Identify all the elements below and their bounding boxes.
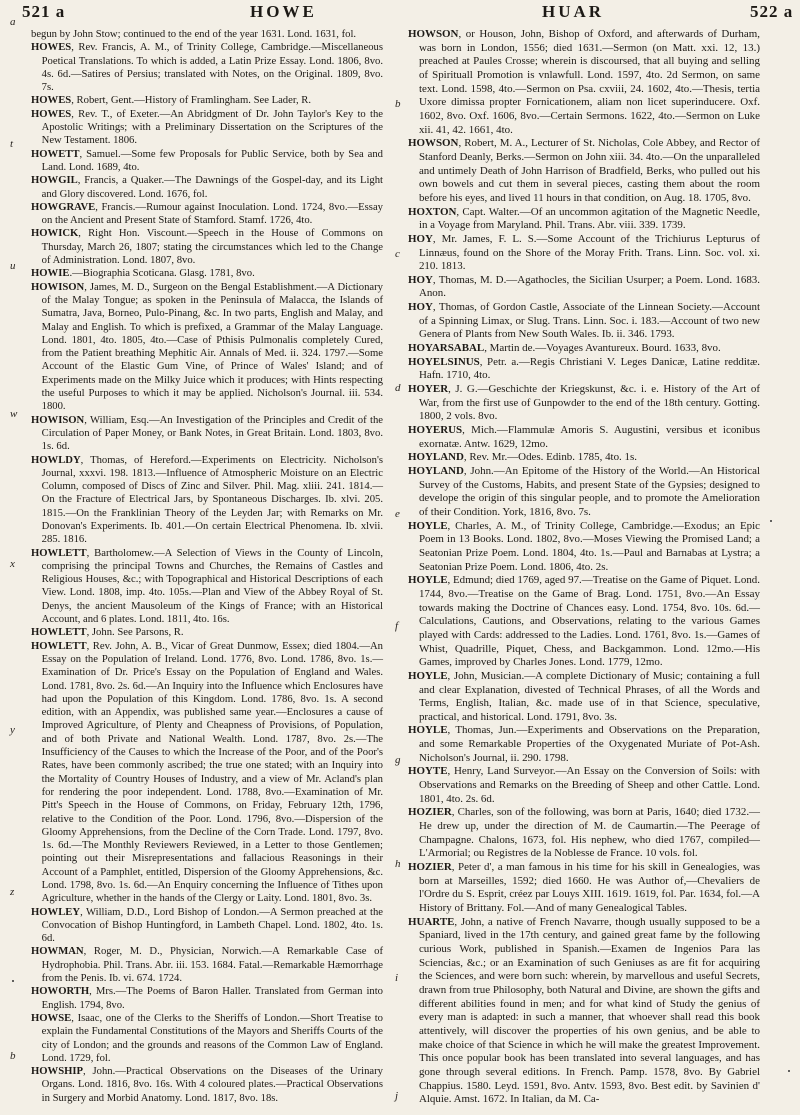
entry-headword: HOYLAND [408,451,464,464]
bibliography-entry: HOYTE, Henry, Land Surveyor.—An Essay on the Conversion of Soils: with Observations and Remarks on the Breeding of Sheep and other Cattle. Lond. 1801, 4to. 2s. 6d. [408,765,760,805]
bibliography-entry: HOYER, J. G.—Geschichte der Kriegskunst, &c. i. e. History of the Art of War, from the first use of Gunpowder to the end of the 18th century. Gotting. 1800, 2 vols. 8vo. [408,383,760,423]
entry-headword: HOYER [408,383,449,396]
entry-headword: HOWIE [31,268,70,280]
entry-headword: HOYLE [408,574,448,587]
paper-speck [770,520,772,522]
entry-headword: HOYERUS [408,424,463,437]
entry-headword: HOWLETT [31,627,87,639]
entry-headword: HOZIER [408,861,452,874]
margin-letter: g [395,754,401,766]
entry-headword: HOWES [31,95,72,107]
entry-headword: HOYLE [408,724,448,737]
bibliography-entry: HOWLEY, William, D.D., Lord Bishop of London.—A Sermon preached at the Convocation of Bishop Huntingford, in Lambeth Chapel. Lond. 1802, 4to. 1s. 6d. [31,906,383,945]
bibliography-entry: HOWSON, or Houson, John, Bishop of Oxford, and afterwards of Durham, was born in London, 1556; died 1631.—Sermon (on Matt. xxi. 12, 13.) preached at Paules Crosse; wherein is discoursed, that all buying and selling of Spirituall Promotion is vnlawfull. Lond. 1597, 4to. 2d Sermon, on same text. Lond. 1598, 4to.—Sermon on Psa. cxviii, 24. 1602, 4to.—Thesis, tertia Uxore dimissa propter Fornicationem, aliam non licet superinducere. Oxf. 1602, 8vo. Oxf. 1606, 8vo.—Certain Sermons. 1622, 4to.—Sermon on Luke xii. 41, 42. 1661, 4to. [408,28,760,136]
bibliography-entry: HOWICK, Right Hon. Viscount.—Speech in the House of Commons on Thursday, March 26, 1807; stating the circumstances which led to the Change of Administration. Lond. 1807, 8vo. [31,228,383,267]
bibliography-entry: HOWLETT, Rev. John, A. B., Vicar of Great Dunmow, Essex; died 1804.—An Essay on the Population of Ireland. Lond. 1776, 8vo. Lond. 1786, 8vo. 1s.—Examination of Dr. Price's Essay on the Population of England and Wales. Lond. 1781, 8vo. 2s. 6d.—An Inquiry into the Influence which Enclosures have had upon the Population of this Kingdom. Lond. 1786, 8vo. 1s. A second edition, with an Appendix, was published same year.—Enclosures a cause of Improved Agriculture, of Plenty and Cheapness of Provisions, of Population, and of both Private and National Wealth. Lond. 1787, 8vo. 2s.—The Insufficiency of the Causes to which the Increase of the Poor, and of the Poor's Rates, have been commonly ascribed; the true one stated; with an Inquiry into the Mortality of Country Houses of Industry, and a view of Mr. Acland's plan for rendering the poor independent. Lond. 1788, 8vo.—Examination of Mr. Pitt's Speech in the House of Commons, on Friday, February 12th, 1796, relative to the Condition of the Poor. Lond. 1796, 8vo.—Dispersion of the Gloomy Apprehensions, from the Decline of the Corn Trade. Lond. 1797, 8vo. 1s. 6d.—The Monthly Reviewers Reviewed, in a Letter to those Gentlemen; pointing out their Misrepresentations and fallacious Reasonings in their Account of a Pamphlet, entitled, Dispersion of the Gloomy Apprehensions, &c. Lond. 1798, 8vo. 1s. 6d.—An Enquiry concerning the Influence of Tithes upon Agriculture, whether in the hands of the Clergy or Laity. Lond. 1801, 8vo. 3s. [31,640,383,905]
entry-headword: HOXTON [408,205,457,218]
bibliography-entry: HOWSON, Robert, M. A., Lecturer of St. Nicholas, Cole Abbey, and Rector of Stanford Deanly, Berks.—Sermon on John xiii. 34. 4to.—On the unparalleled and untimely Death of John Harrison of Bradfield, Berks, who pulled out his own bowels and cut them in several pieces, casting them about the room before his eyes, and lived 11 hours in that condition, on Aug. 18. 1705, 8vo. [408,137,760,204]
entry-headword: HOYLE [408,519,448,532]
bibliography-entry: HOYARSABAL, Martin de.—Voyages Avantureux. Bourd. 1633, 8vo. [408,342,721,355]
entry-headword: HOWLETT [31,547,87,559]
entry-headword: HOWLETT [31,640,87,652]
paper-speck [12,980,14,982]
entry-headword: HOWSE [31,1012,72,1024]
bibliography-entry: HOWISON, James, M. D., Surgeon on the Bengal Establishment.—A Dictionary of the Malay Tongue; as spoken in the Peninsula of Malacca, the Islands of Sumatra, Java, Borneo, Pulo-Pinang, &c. In two parts, English and Malay, and Malay and English. To which is prefixed, a Grammar of the Malay Language. Lond. 1801, 4to. 1805, 4to.—Case of Pthisis Pulmonalis completely Cured, from the Patient breathing Mephitic Air. Annals of Med. ii. 324. 1797.—Some Account of the Elastic Gum Vine, of Prince of Wales' Island; and of Experiments made on the Milky Juice which it produces; with Hints respecting the useful Purposes to which it may be applied. Nicholson's Journal. iii. 534. 1800. [31,281,383,413]
left-column [31,28,383,1105]
bibliography-entry: HOWES, Rev. Francis, A. M., of Trinity College, Cambridge.—Miscellaneous Poetical Translations. To which is added, a Latin Prize Essay. Lond. 1806, 8vo. 4s. 6d.—Satires of Persius; translated with Notes, on the Original. 1809, 8vo. 7s. [31,42,383,94]
bibliography-entry: HOYLE, Edmund; died 1769, aged 97.—Treatise on the Game of Piquet. Lond. 1744, 8vo.—Treatise on the Game of Brag. Lond. 1751, 8vo.—An Essay towards making the Doctrine of Chances easy. Lond. 1754, 8vo. 10s. 6d.—Calculations, Cautions, and Observations, relating to the various Games played with Cards: addressed to the Ladies. Lond. 1761, 8vo. 1s.—Games of Whist, Quadrille, Piquet, Chess, and Backgammon. Lond. 12mo.—His Games, improved by Charles Jones. Lond. 1779, 12mo. [408,574,760,669]
bibliography-entry: HOYLE, Thomas, Jun.—Experiments and Observations on the Preparation, and some Remarkable Properties of the Oxygenated Muriate of Pot-Ash. Nicholson's Journal, ii. 290. 1798. [408,724,760,764]
entry-headword: HOYLE [408,669,448,682]
margin-letter: c [395,248,400,260]
entry-headword: HUARTE [408,915,455,928]
entry-headword: HOWLEY [31,906,81,918]
left-page-number: 521 a [22,2,66,21]
margin-letter: w [10,408,18,420]
bibliography-entry: HOXTON, Capt. Walter.—Of an uncommon agitation of the Magnetic Needle, in a Voyage from Maryland. Phil. Trans. Abr. viii. 339. 1739. [408,205,760,232]
entry-headword: HOWMAN [31,946,84,958]
right-running-head: HUAR [542,2,605,21]
bibliography-entry: HOZIER, Charles, son of the following, was born at Paris, 1640; died 1732.—He drew up, under the direction of M. de Caumartin.—The Peerage of Champagne. Chalons, 1673, fol. His nephew, who died 1767, compiled—L'Armorial; ou Registres de la Noblesse de France. 10 vols. fol. [408,806,760,860]
bibliography-entry: HOWLDY, Thomas, of Hereford.—Experiments on Electricity. Nicholson's Journal, xxxvi. 198. 1813.—Influence of Atmospheric Moisture on an Electric Column, composed of Discs of Zinc and Silver. Phil. Mag. xliii. 241. 1814.—On the Fracture of Electrical Jars, by Spontaneous Discharges. Ib. xlvi. 205. 1815.—On the Franklinian Theory of the Leyden Jar; with Remarks on Mr. Donovan's Experiments. Ib. 401.—On certain Electrical Phenomena. Ib. xlvii. 285. 1816. [31,454,383,546]
bibliography-entry: HOYERUS, Mich.—Flammulæ Amoris S. Augustini, versibus et iconibus exornatæ. Antw. 1629, 12mo. [408,424,760,450]
margin-letter: x [10,558,15,570]
bibliography-entry: HOWSE, Isaac, one of the Clerks to the Sheriffs of London.—Short Treatise to explain the Fundamental Constitutions of the Mayors and Sheriffs Courts of the city of London; and the grounds and reasons of the Common Law of England. Lond. 1729, fol. [31,1012,383,1064]
margin-letter: e [395,508,400,520]
entry-headword: HOWLDY [31,454,81,466]
entry-headword: HOY [408,301,433,314]
entry-headword: HOYLAND [408,465,464,477]
bibliography-entry: HOWES, Robert, Gent.—History of Framlingham. See Lader, R. [31,95,312,107]
margin-letter: y [10,724,15,736]
margin-letter: f [395,620,399,632]
paper-speck [788,1070,790,1072]
bibliography-entry: HOYLAND, Rev. Mr.—Odes. Edinb. 1785, 4to. 1s. [408,451,637,464]
bibliography-entry: begun by John Stow; continued to the end of the year 1631. Lond. 1631, fol. [31,29,357,40]
entry-headword: HOWORTH [31,986,90,998]
right-column [408,28,760,1107]
margin-letter: b [395,98,401,110]
bibliography-entry: HOWIE.—Biographia Scoticana. Glasg. 1781, 8vo. [31,268,255,280]
margin-letter: t [10,138,14,150]
bibliography-entry: HOYLE, John, Musician.—A complete Dictionary of Music; containing a full and clear Explanation, divested of Technical Phrases, of all the Words and Terms, English, Italian, &c. made use of in that Science, speculative, practical, and historical. Lond. 1791, 8vo. 3s. [408,669,760,723]
entry-headword: HOY [408,273,433,286]
bibliography-entry: HOZIER, Peter d', a man famous in his time for his skill in Genealogies, was born at Marseilles, 1592; died 1660. He was Author of,—Chevaliers de l'Ordre du S. Esprit, créez par Louys XIII. 1619. 1619, fol. Par. 1634, fol.—A History of Brittany. Fol.—And of many Genealogical Tables. [408,861,760,914]
entry-headword: HOWSON [408,28,459,40]
entry-headword: HOWISON [31,414,85,426]
bibliography-entry: HOWMAN, Roger, M. D., Physician, Norwich.—A Remarkable Case of Hydrophobia. Phil. Trans. Abr. iii. 153. 1684. Fatal.—Remarkable Hæmorrhage from the Penis. Ib. vi. 674. 1724. [31,946,383,985]
margin-letter: a [10,16,16,28]
entry-headword: HOZIER [408,806,452,819]
bibliography-entry: HOWES, Rev. T., of Exeter.—An Abridgment of Dr. John Taylor's Key to the Apostolic Writings; with a Preliminary Dissertation on the Scriptures of the New Testament. 1806. [31,108,383,147]
bibliography-entry: HUARTE, John, a native of French Navarre, though usually supposed to be a Spaniard, lived in the 17th century, and gained great fame by the following curious Work, published in Spanish.—Examen de Ingenios Para las Sciencias, &c.; or an Examination of such Geniuses as are fit for acquiring the Sciences, and were born such: wherein, by marvellous and useful Secrets, drawn from true Philosophy, both Natural and Divine, are shown the gifts and different abilities found in men; and for what kind of Study the genius of every man is adapted: in such a manner, that whoever shall read this book attentively, will discover the properties of his own genius, and be able to make choice of that Science in which he will make the greatest Improvement. This once popular book has been translated into several languages, and has gone through several editions. In French. Pamp. 1578, 8vo. By Gabriel Chappius. 1580. Leyd. 1591, 8vo. Antv. 1593, 8vo. Best edit. by Savinien d' Alquie. Amst. 1672. In Italian, da M. Ca- [408,915,760,1106]
bibliography-entry: HOWISON, William, Esq.—An Investigation of the Principles and Credit of the Circulation of Paper Money, or Bank Notes, in Great Britain. Lond. 1803, 8vo. 1s. 6d. [31,414,383,453]
bibliography-entry: HOYELSINUS, Petr. a.—Regis Christiani V. Leges Danicæ, Latine redditæ. Hafn. 1710, 4to. [408,355,760,382]
entry-headword: HOWES [31,42,72,54]
margin-letter: b [10,1050,16,1062]
entry-headword: HOWISON [31,281,85,293]
entry-headword: HOY [408,232,433,245]
margin-letter: h [395,858,401,870]
bibliography-entry: HOY, Thomas, M. D.—Agathocles, the Sicilian Usurper; a Poem. Lond. 1683. Anon. [408,273,760,300]
entry-headword: HOWSHIP [31,1066,84,1078]
bibliography-entry: HOYLAND, John.—An Epitome of the History of the World.—An Historical Survey of the Customs, Habits, and present State of the Gypsies; designed to develope the origin of this singular people, and to promote the Amelioration of their Condition. York, 1816, 8vo. 7s. [408,465,760,518]
entry-headword: HOWES [31,108,72,120]
entry-headword: HOYTE [408,765,448,778]
bibliography-entry: HOY, Mr. James, F. L. S.—Some Account of the Trichiurus Lepturus of Linnæus, found on the Shore of the Moray Frith. Trans. Linn. Soc. vol. xi. 210. 1813. [408,232,760,273]
entry-headword: HOWETT [31,148,80,160]
entry-headword: HOWGIL [31,175,78,187]
bibliography-entry: HOYLE, Charles, A. M., of Trinity College, Cambridge.—Exodus; an Epic Poem in 13 Books. Lond. 1802, 8vo.—Moses Viewing the Promised Land; a Seatonian Prize Poem. Lond. 1804, 4to. 1s.—Paul and Barnabas at Lystra; a Seatonian Prize Poem. Lond. 1806, 4to. 2s. [408,519,760,573]
bibliography-entry: HOWETT, Samuel.—Some few Proposals for Public Service, both by Sea and Land. Lond. 1689, 4to. [31,148,383,173]
bibliography-entry: HOWLETT, John. See Parsons, R. [31,627,184,639]
margin-letter: u [10,260,16,272]
margin-letter: j [395,1090,399,1102]
bibliography-entry: HOWORTH, Mrs.—The Poems of Baron Haller. Translated from German into English. 1794, 8vo. [31,986,383,1011]
margin-letter: z [10,886,15,898]
bibliography-entry: HOWLETT, Bartholomew.—A Selection of Views in the County of Lincoln, comprising the principal Towns and Churches, the Remains of Castles and Religious Houses, &c.; with Topographical and Historical Descriptions of each View. Lond. 1808, imp. 4to. 105s.—Plan and View of the Abbey Royal of St. Denys, the ancient Mausoleum of the Kings of France; with an Historical Account, and 6 plates. Lond. 1811, 4to. 16s. [31,547,383,626]
entry-headword: HOWGRAVE [31,201,96,213]
right-page-number: 522 a [750,2,794,21]
entry-headword: HOYELSINUS [408,355,480,368]
entry-headword: HOWSON [408,137,459,150]
margin-letter: d [395,382,401,394]
bibliography-entry: HOY, Thomas, of Gordon Castle, Associate of the Linnean Society.—Account of a Spinning Limax, or Slug. Trans. Linn. Soc. i. 183.—Account of two new Genera of Plants from New South Wales. Ib. ii. 346. 1793. [408,301,760,341]
entry-headword: HOWICK [31,228,79,240]
bibliography-entry: HOWGIL, Francis, a Quaker.—The Dawnings of the Gospel-day, and its Light and Glory discovered. Lond. 1676, fol. [31,175,383,200]
left-running-head: HOWE [250,2,317,21]
bibliography-entry: HOWGRAVE, Francis.—Rumour against Inoculation. Lond. 1724, 8vo.—Essay on the Ancient and Present State of Stamford. Stamf. 1726, 4to. [31,201,383,227]
bibliography-entry: HOWSHIP, John.—Practical Observations on the Diseases of the Urinary Organs. Lond. 1816, 8vo. 16s. With 4 coloured plates.—Practical Observations in Surgery and Morbid Anatomy. Lond. 1817, 8vo. 18s. [31,1066,383,1104]
margin-letter: i [395,972,399,984]
entry-headword: HOYARSABAL [408,342,485,355]
